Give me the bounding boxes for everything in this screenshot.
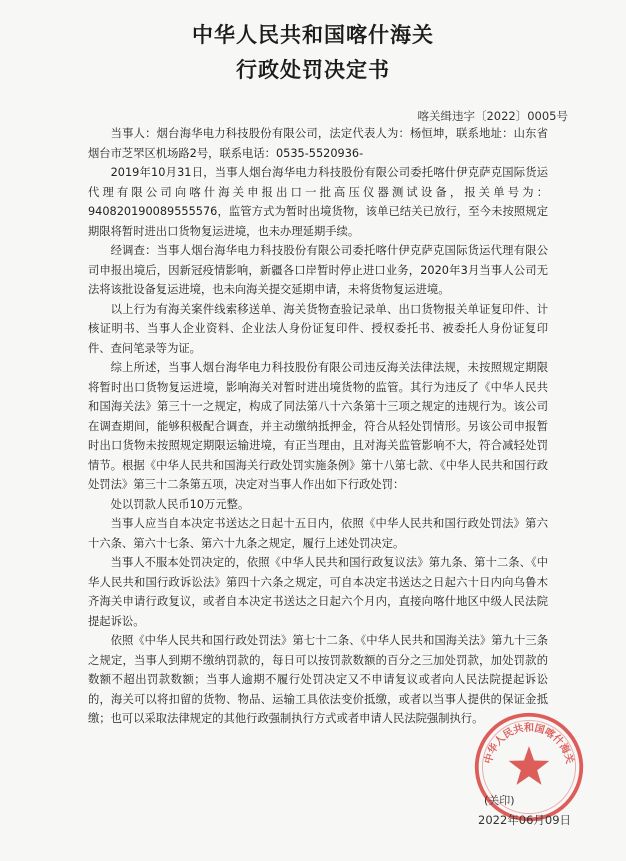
paragraph-evidence: 以上行为有海关案件线索移送单、海关货物查验记录单、出口货物报关单证复印件、计核证明书、当事人企业资料、企业法人身份证复印件、授权委托书、被委托人身份证复印件、查问笔录等为证。 [88, 302, 548, 355]
signature-date: 2022年06月09日 [478, 813, 572, 827]
paragraph-enforcement: 依照《中华人民共和国行政处罚法》第七十二条、《中华人民共和国海关法》第九十三条之规定，当事人到期不缴纳罚款的，每日可以按罚款数额的百分之三加处罚款，加处罚款的数额不超出罚款数额；当事人逾期不履行处罚决定又不申请复议或者向人民法院提起诉讼的，海关可以将扣留的货物、物品、运输工具依法变价抵缴，或者以当事人提供的保证金抵缴；也可以采取法律规定的其他行政强制执行方式或者申请人民法院强制执行。 [88, 634, 548, 725]
paragraph-penalty: 处以罚款人民币10万元整。 [110, 497, 250, 511]
signature-org: (关印) [484, 794, 515, 807]
paragraph-investigation: 经调查：当事人烟台海华电力科技股份有限公司委托喀什伊克萨克国际货运代理有限公司申报出境后，因新冠疫情影响，新疆各口岸暂时停止进口业务，2020年3月当事人公司无法将该批设备复运进境，也未向海关提交延期申请，未将货物复运进境。 [88, 244, 548, 296]
paragraph-conclusion: 综上所述，当事人烟台海华电力科技股份有限公司违反海关法律法规，未按照规定期限将暂时出口货物复运进境，影响海关对暂时进出境货物的监管。其行为违反了《中华人民共和国海关法》第三十一之规定，构成了同法第八十六条第十三项之规定的违规行为。该公司在调查期间，能够积极配合调查，并主动缴纳抵押金，符合从轻处罚情形。另该公司申报暂时出口货物未按照规定期限运输进境，有正当理由，且对海关监管影响不大，符合减轻处罚情节。根据《中华人民共和国海关行政处罚实施条例》第十八第七款、《中华人民共和国行政处罚法》第三十二条第五项，决定对当事人作出如下行政处罚： [88, 361, 548, 491]
document-body [88, 124, 548, 729]
paragraph-payment: 当事人应当自本决定书送达之日起十五日内，依照《中华人民共和国行政处罚法》第六十六条、第六十七条、第六十九条之规定，履行上述处罚决定。 [88, 517, 548, 550]
paragraph-party: 当事人：烟台海华电力科技股份有限公司，法定代表人为：杨恒坤，联系地址：山东省烟台市芝罘区机场路2号，联系电话：0535-5520936- [88, 127, 548, 160]
paragraph-facts: 2019年10月31日，当事人烟台海华电力科技股份有限公司委托喀什伊克萨克国际货运代理有限公司向喀什海关申报出口一批高压仪器测试设备，报关单号为：940820190089555576，监管方式为暂时出境货物，该单已结关已放行，至今未按照规定期限将暂时进出口货物复运进境，也未办理延期手续。 [88, 166, 548, 238]
document-title-line2: 行政处罚决定书 [236, 58, 390, 82]
paragraph-appeal: 当事人不服本处罚决定的，依照《中华人民共和国行政复议法》第九条、第十二条、《中华人民共和国行政诉讼法》第四十六条之规定，可自本决定书送达之日起六十日内向乌鲁木齐海关申请行政复议，或者自本决定书送达之日起六个月内，直接向喀什地区中级人民法院提起诉讼。 [88, 556, 548, 628]
document-title-line1: 中华人民共和国喀什海关 [192, 23, 434, 47]
document-number: 喀关缉违字〔2022〕0005号 [417, 109, 568, 123]
seal-text: 中华人民共和国喀什海关 [483, 722, 575, 765]
